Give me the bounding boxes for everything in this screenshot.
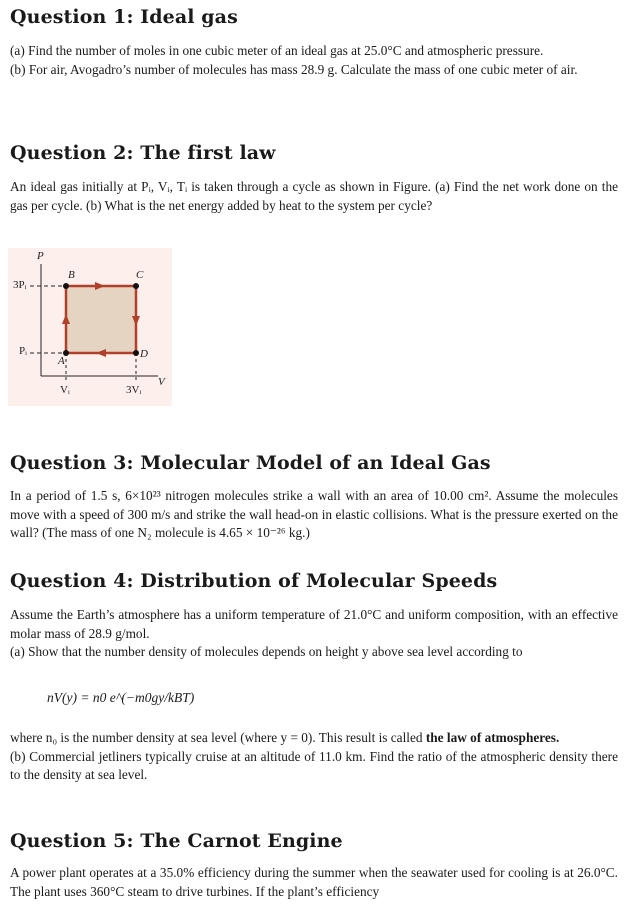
question-4-definition [10, 729, 618, 748]
point-d-dot [133, 350, 139, 356]
question-4-body-top [10, 606, 618, 662]
question-1-part-b: (b) For air, Avogadro’s number of molecules has mass 28.9 g. Calculate the mass of one cubic meter of air. [10, 61, 578, 77]
question-2-text: An ideal gas initially at Pᵢ, Vᵢ, Tᵢ is taken through a cycle as shown in Figure. (a) Find the net work done on the gas per cycle. (b) What is the net energy added by heat to the system per cycle? [10, 179, 618, 213]
question-4-heading: Question 4: Distribution of Molecular Speeds [10, 570, 498, 592]
question-1-heading: Question 1: Ideal gas [10, 6, 238, 28]
question-4-intro: Assume the Earth’s atmosphere has a uniform temperature of 21.0°C and uniform composition, with an effective molar mass of 28.9 g/mol. [10, 607, 618, 641]
x-tick-3vi: 3Vᵢ [126, 384, 142, 396]
point-b-dot [63, 283, 69, 289]
question-3-text: In a period of 1.5 s, 6×10²³ nitrogen molecules strike a wall with an area of 10.00 cm². Assume the molecules move with a speed of 300 m/s and strike the wall head-on in elastic collisions. What is the pressure exerted on the wall? (The mass of one N₂ molecule is 4.65 × 10⁻²⁶ kg.) [10, 488, 618, 540]
y-tick-pi: Pᵢ [19, 345, 27, 357]
point-a-label: A [58, 355, 65, 367]
y-tick-3pi: 3Pᵢ [13, 279, 27, 291]
cycle-rectangle [66, 286, 136, 353]
x-axis-label: V [158, 376, 165, 388]
point-d-label: D [140, 348, 148, 360]
question-5 [10, 830, 618, 852]
point-c-dot [133, 283, 139, 289]
question-4 [10, 570, 618, 592]
question-2-body [10, 178, 618, 215]
question-5-heading: Question 5: The Carnot Engine [10, 830, 343, 852]
definition-text: where n₀ is the number density at sea level (where y = 0). This result is called [10, 730, 426, 745]
question-5-text: A power plant operates at a 35.0% efficiency during the summer when the seawater used for cooling is at 26.0°C. The plant uses 360°C steam to drive turbines. If the plant’s efficiency [10, 865, 618, 899]
question-3-heading: Question 3: Molecular Model of an Ideal Gas [10, 452, 491, 474]
pv-diagram [8, 248, 172, 406]
law-of-atmospheres-term: the law of atmospheres. [425, 730, 560, 745]
question-2 [10, 142, 618, 164]
question-1-part-a: (a) Find the number of moles in one cubic meter of an ideal gas at 25.0°C and atmospheric pressure. [10, 43, 544, 58]
question-2-heading: Question 2: The first law [10, 142, 276, 164]
question-4-part-a: (a) Show that the number density of molecules depends on height y above sea level according to [10, 644, 523, 659]
question-4-body-bottom [10, 729, 618, 785]
question-1-body [10, 42, 618, 79]
question-3-body [10, 487, 618, 543]
question-5-body [10, 864, 618, 901]
point-c-label: C [136, 269, 144, 281]
formula-text: nV(y) = n0 e^(−m0gy/kBT) [47, 690, 195, 705]
question-1 [10, 6, 618, 28]
pv-diagram-svg [8, 248, 172, 406]
point-b-label: B [68, 269, 75, 281]
law-of-atmospheres-formula [47, 690, 194, 706]
y-axis-label: P [37, 250, 44, 262]
x-tick-vi: Vᵢ [60, 384, 70, 396]
question-3 [10, 452, 618, 474]
question-4-part-b: (b) Commercial jetliners typically cruise at an altitude of 11.0 km. Find the ratio of the atmospheric density there to the density at sea level. [10, 748, 618, 782]
